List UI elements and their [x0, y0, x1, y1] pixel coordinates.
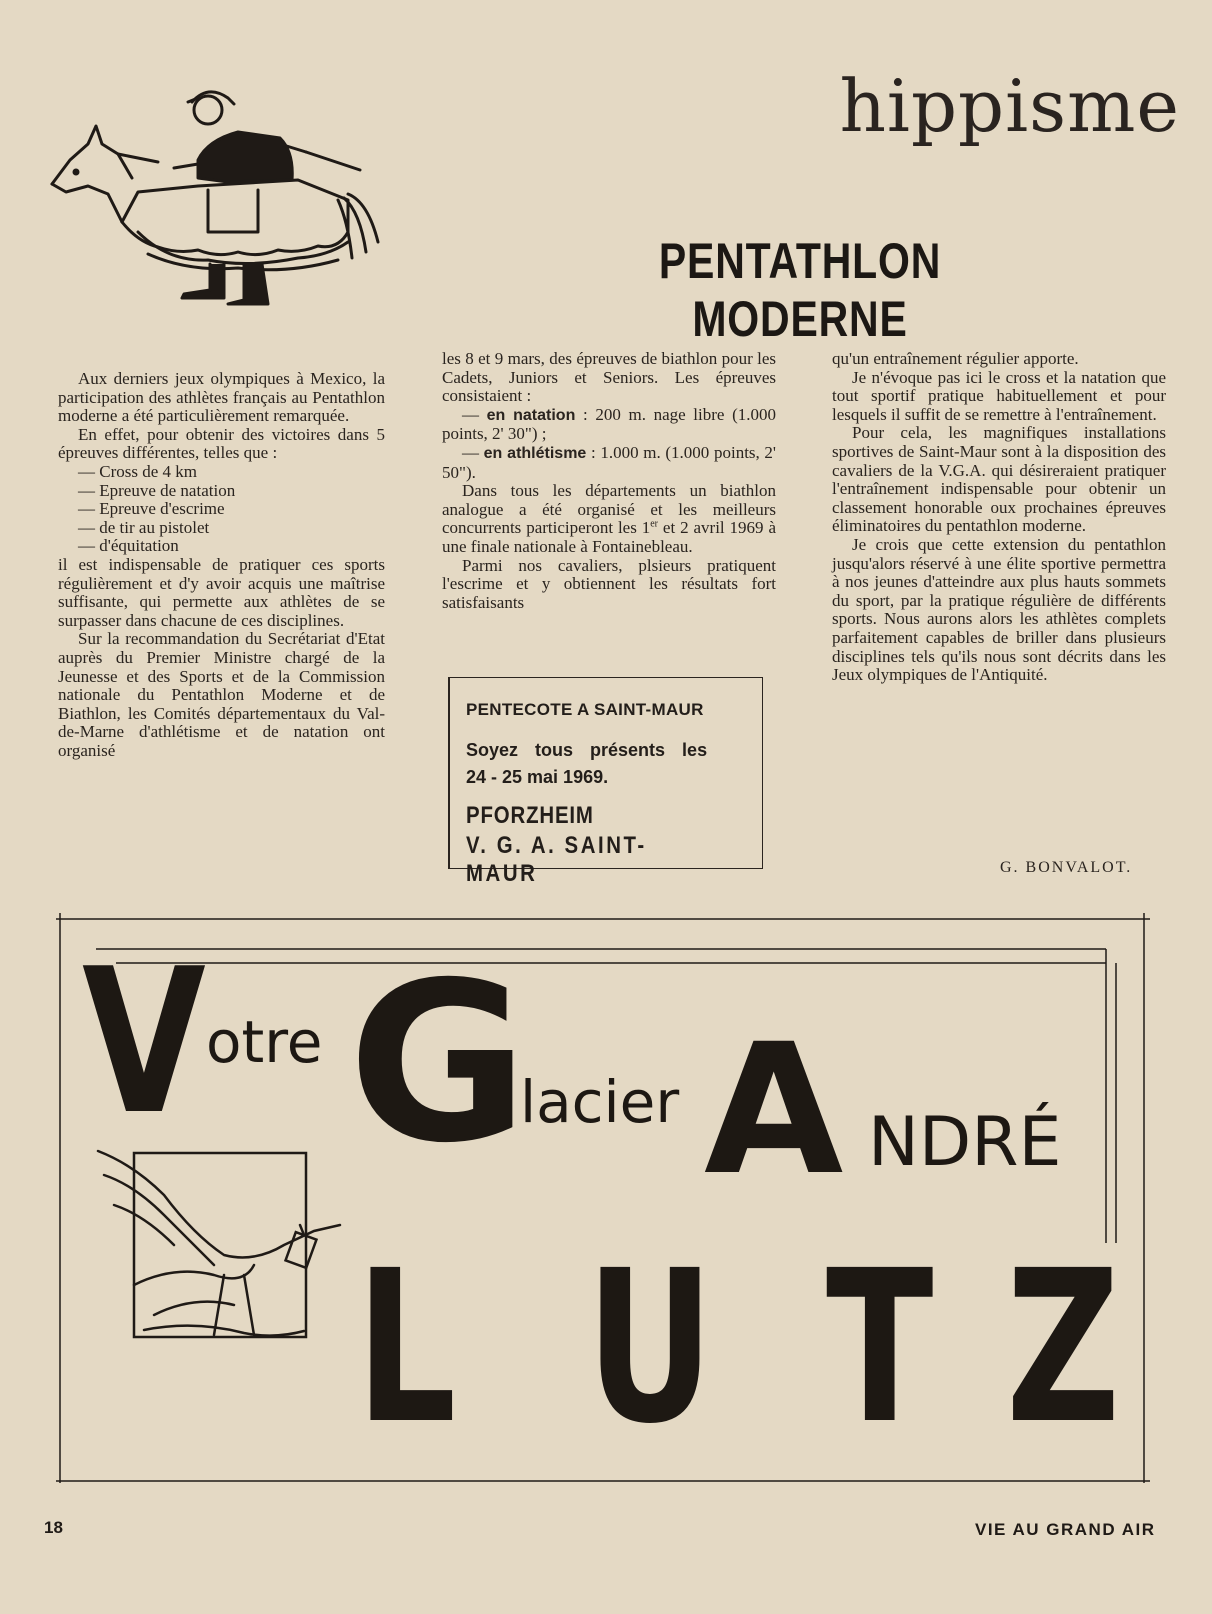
paragraph: Parmi nos cavaliers, plsieurs pratiquent l'escrime et y obtiennent les résultats fort satisfaisants [442, 555, 776, 612]
ad-letter: L [356, 1225, 457, 1470]
paragraph: Sur la recommandation du Secrétariat d'Etat auprès du Premier Ministre chargé de la Jeunesse et des Sports et de la Commission nationale du Pentathlon Moderne et de Biathlon, les Comités départementaux du Val-de-Marne d'athlétisme et de natation ont organisé [58, 629, 385, 760]
bold-label: en athlétisme [483, 444, 587, 462]
list-text: : 200 m. nage libre (1.000 points, 2' 30") ; [442, 404, 777, 444]
ad-letter: U [586, 1225, 714, 1470]
author-signature: G. BONVALOT. [1000, 859, 1133, 876]
ad-word: NDRÉ [868, 1103, 1062, 1182]
notice-line: Soyez tous présents les [466, 740, 708, 760]
ad-word: otre [206, 1008, 323, 1076]
paragraph: il est indispensable de pratiquer ces sports régulièrement et d'y avoir acquis une maîtrise suffisante, qui permette aux athlètes de se surpasser dans chacune de ces disciplines. [58, 554, 385, 630]
text: et 2 avril 1969 à une finale nationale à Fontainebleau. [442, 518, 776, 556]
box-border [448, 678, 450, 868]
glacier-advertisement [56, 913, 1150, 1483]
paragraph [442, 482, 776, 556]
ad-letter: Z [1006, 1225, 1121, 1470]
list-item: — en athlétisme : 1.000 m. (1.000 points, 2' 50"). [442, 442, 776, 482]
ad-letter: G [348, 935, 529, 1191]
list-text: : 1.000 m. (1.000 points, 2' 50"). [442, 442, 776, 482]
stork-illustration [94, 1135, 354, 1345]
ad-letter: V [82, 926, 206, 1159]
list-item: — d'équitation [78, 536, 179, 556]
ad-letter: A [704, 1006, 844, 1215]
article-column-1 [58, 370, 385, 760]
article-column-2 [442, 350, 776, 612]
ad-letter: T [826, 1225, 934, 1470]
list-item: — Cross de 4 km [78, 461, 197, 481]
bold-label: en natation [486, 406, 576, 424]
article-title: PENTATHLON MODERNE [658, 233, 942, 347]
article-column-3 [832, 350, 1166, 685]
paragraph: En effet, pour obtenir des victoires dans 5 épreuves différentes, telles que : [58, 424, 385, 463]
paragraph: qu'un entraînement régulier apporte. [832, 349, 1079, 368]
paragraph: Aux derniers jeux olympiques à Mexico, la participation des athlètes français au Pentathlon moderne a été particulièrement remarquée. [58, 369, 385, 426]
text: Dans tous les départements un biathlon analogue a été organisé et les meilleurs concurrents participeront les 1 [442, 481, 776, 538]
ad-word: lacier [520, 1068, 680, 1136]
list-item: — en natation : 200 m. nage libre (1.000 points, 2' 30") ; [442, 404, 777, 444]
superscript: er [650, 518, 659, 530]
box-border [762, 678, 764, 868]
list-item: — de tir au pistolet [78, 517, 210, 537]
section-title: hippisme [839, 64, 1180, 148]
magazine-name: VIE AU GRAND AIR [975, 1520, 1156, 1539]
paragraph: Je n'évoque pas ici le cross et la natation que tout sportif pratique habituellement et pour lesquels il suffit de se remettre à l'entraînement. [832, 367, 1166, 424]
list-item: — Epreuve d'escrime [78, 499, 225, 519]
list-item: — Epreuve de natation [78, 480, 236, 500]
notice-line: V. G. A. SAINT-MAUR [466, 832, 647, 887]
horse-rider-illustration [48, 82, 388, 322]
paragraph: les 8 et 9 mars, des épreuves de biathlon pour les Cadets, Juniors et Seniors. Les épreuves consistaient : [442, 349, 776, 406]
notice-line: 24 - 25 mai 1969. [466, 767, 609, 787]
notice-heading: PENTECOTE A SAINT-MAUR [466, 700, 704, 719]
page-number: 18 [44, 1518, 63, 1537]
boxed-notice [448, 677, 763, 887]
notice-line: PFORZHEIM [466, 802, 594, 829]
paragraph: Pour cela, les magnifiques installations sportives de Saint-Maur sont à la disposition des cavaliers de la V.G.A. qui désireraient pratiquer l'entraînement indispensable pour obtenir un classement honorable oux prochaines épreuves éliminatoires du pentathlon moderne. [832, 423, 1166, 536]
paragraph: Je crois que cette extension du pentathlon jusqu'alors réservé à une élite sportive permettra à nos jeunes d'atteindre aux plus hauts sommets du sport, par la pratique régulière de différents sports. Nous aurons alors les athlètes complets parfaitement capables de briller dans plusieurs disciplines tels qu'ils nous sont décrits dans les Jeux olympiques de l'Antiquité. [832, 534, 1166, 685]
